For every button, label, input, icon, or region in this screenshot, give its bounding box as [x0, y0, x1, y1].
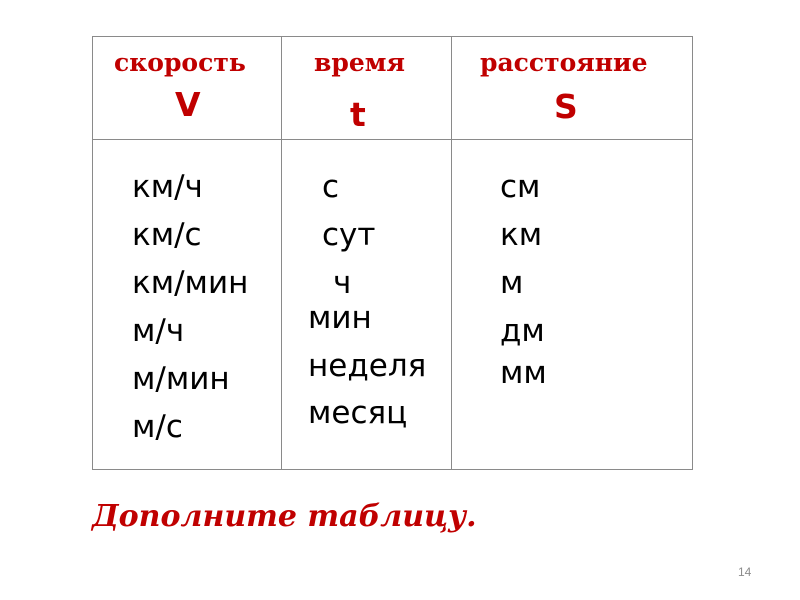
unit-speed-3: км/мин [132, 265, 249, 301]
unit-speed-5: м/мин [132, 361, 230, 397]
header-distance: расстояние [480, 48, 648, 77]
unit-speed-2: км/с [132, 217, 202, 253]
header-time: время [314, 48, 405, 77]
unit-distance-5: мм [500, 355, 547, 391]
symbol-distance: S [554, 87, 578, 126]
unit-speed-4: м/ч [132, 313, 185, 349]
unit-time-5: неделя [308, 348, 427, 384]
unit-distance-3: м [500, 265, 524, 301]
column-divider [451, 37, 452, 469]
page-number: 14 [738, 565, 752, 579]
unit-time-2: сут [322, 217, 376, 253]
unit-distance-4: дм [500, 313, 545, 349]
symbol-time: t [350, 95, 366, 134]
instruction-text: Дополните таблицу. [92, 499, 477, 534]
unit-speed-6: м/с [132, 409, 183, 445]
unit-distance-2: км [500, 217, 543, 253]
symbol-speed: V [175, 85, 201, 124]
unit-distance-1: см [500, 169, 541, 205]
header-speed: скорость [114, 48, 246, 77]
unit-time-6: месяц [308, 395, 408, 431]
unit-time-1: с [322, 169, 340, 205]
unit-time-3: ч [333, 265, 352, 301]
header-divider [93, 139, 692, 140]
unit-time-4: мин [308, 300, 372, 336]
column-divider [281, 37, 282, 469]
unit-speed-1: км/ч [132, 169, 203, 205]
